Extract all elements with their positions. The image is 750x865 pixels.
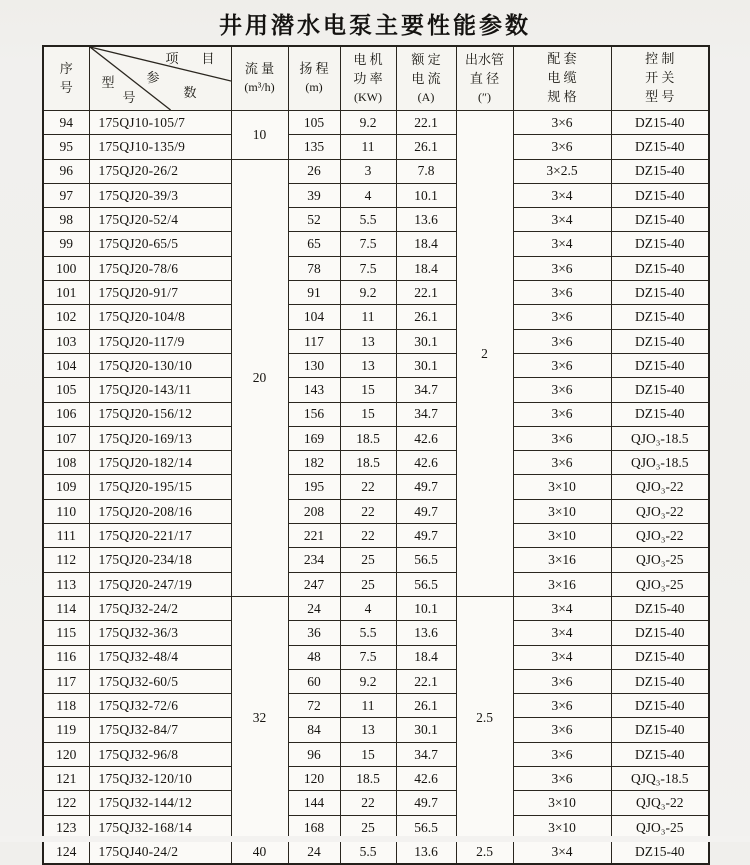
cell-model-number: 175QJ20-169/13	[89, 426, 231, 450]
cell-switch-model: DZ15-40	[611, 159, 709, 183]
cell-head: 168	[288, 815, 340, 839]
cell-serial-number: 113	[43, 572, 89, 596]
cell-switch-model: QJO₃-22	[611, 524, 709, 548]
cell-model-number: 175QJ20-78/6	[89, 256, 231, 280]
cell-rated-current: 42.6	[396, 451, 456, 475]
cell-cable-spec: 3×6	[513, 767, 611, 791]
table-row	[43, 572, 709, 596]
cell-serial-number: 117	[43, 669, 89, 693]
cell-switch-model: DZ15-40	[611, 111, 709, 135]
cell-switch-model: DZ15-40	[611, 596, 709, 620]
cell-rated-current: 34.7	[396, 402, 456, 426]
cell-rated-current: 18.4	[396, 256, 456, 280]
table-row	[43, 621, 709, 645]
cell-serial-number: 105	[43, 378, 89, 402]
cell-motor-power: 13	[340, 353, 396, 377]
current-header-unit: (A)	[417, 89, 435, 104]
cell-motor-power: 9.2	[340, 111, 396, 135]
cell-motor-power: 7.5	[340, 645, 396, 669]
cell-outlet-diameter: 2.5	[456, 596, 513, 839]
table-body	[43, 111, 709, 865]
diag-label-param-1: 参	[146, 70, 160, 85]
cell-switch-model: QJO₃-22	[611, 475, 709, 499]
cell-serial-number: 116	[43, 645, 89, 669]
cell-head: 91	[288, 281, 340, 305]
cell-cable-spec: 3×10	[513, 815, 611, 839]
cell-serial-number: 98	[43, 208, 89, 232]
cell-rated-current: 56.5	[396, 572, 456, 596]
cell-cable-spec: 3×6	[513, 718, 611, 742]
cell-model-number: 175QJ20-117/9	[89, 329, 231, 353]
cell-model-number: 175QJ20-221/17	[89, 524, 231, 548]
cell-model-number: 175QJ20-156/12	[89, 402, 231, 426]
table-row	[43, 402, 709, 426]
cell-model-number: 175QJ20-208/16	[89, 499, 231, 523]
cell-head: 130	[288, 353, 340, 377]
cell-switch-model: DZ15-40	[611, 839, 709, 864]
cell-model-number: 175QJ20-234/18	[89, 548, 231, 572]
cell-rated-current: 56.5	[396, 815, 456, 839]
cell-outlet-diameter: 2.5	[456, 839, 513, 864]
cable-header-line1: 配 套	[547, 51, 577, 67]
table-row	[43, 718, 709, 742]
cell-flow-rate: 40	[231, 839, 288, 864]
cell-serial-number: 95	[43, 135, 89, 159]
cell-rated-current: 42.6	[396, 767, 456, 791]
current-header-line2: 电 流	[411, 70, 441, 86]
cell-rated-current: 26.1	[396, 694, 456, 718]
cell-switch-model: DZ15-40	[611, 329, 709, 353]
cell-rated-current: 30.1	[396, 718, 456, 742]
power-header-line2: 功 率	[353, 70, 383, 86]
cell-model-number: 175QJ32-84/7	[89, 718, 231, 742]
col-header-flow	[231, 46, 288, 111]
cell-switch-model: QJQ₃-22	[611, 791, 709, 815]
table-row	[43, 791, 709, 815]
cell-rated-current: 7.8	[396, 159, 456, 183]
cell-cable-spec: 3×2.5	[513, 159, 611, 183]
serial-header-line1: 序	[59, 60, 73, 76]
table-row	[43, 426, 709, 450]
cell-model-number: 175QJ32-48/4	[89, 645, 231, 669]
cell-head: 208	[288, 499, 340, 523]
cell-cable-spec: 3×4	[513, 645, 611, 669]
cell-motor-power: 25	[340, 815, 396, 839]
cell-model-number: 175QJ32-36/3	[89, 621, 231, 645]
cell-motor-power: 22	[340, 499, 396, 523]
cell-switch-model: DZ15-40	[611, 281, 709, 305]
cell-switch-model: DZ15-40	[611, 402, 709, 426]
cell-cable-spec: 3×10	[513, 475, 611, 499]
cell-serial-number: 103	[43, 329, 89, 353]
cell-switch-model: DZ15-40	[611, 378, 709, 402]
switch-header-line1: 控 制	[645, 51, 675, 67]
cell-rated-current: 18.4	[396, 232, 456, 256]
cell-rated-current: 13.6	[396, 621, 456, 645]
cell-serial-number: 122	[43, 791, 89, 815]
cell-cable-spec: 3×16	[513, 572, 611, 596]
table-row	[43, 256, 709, 280]
cell-switch-model: DZ15-40	[611, 742, 709, 766]
cell-switch-model: QJO₃-18.5	[611, 451, 709, 475]
cell-model-number: 175QJ10-105/7	[89, 111, 231, 135]
cell-motor-power: 13	[340, 718, 396, 742]
cell-motor-power: 5.5	[340, 839, 396, 864]
cell-cable-spec: 3×6	[513, 742, 611, 766]
cell-motor-power: 15	[340, 378, 396, 402]
cell-switch-model: DZ15-40	[611, 135, 709, 159]
cell-cable-spec: 3×6	[513, 694, 611, 718]
cell-switch-model: DZ15-40	[611, 256, 709, 280]
cell-serial-number: 112	[43, 548, 89, 572]
cell-motor-power: 22	[340, 524, 396, 548]
cell-rated-current: 56.5	[396, 548, 456, 572]
col-header-cable	[513, 46, 611, 111]
outlet-header-line1: 出水管	[464, 51, 504, 67]
outlet-header-line2: 直 径	[469, 70, 500, 86]
cell-model-number: 175QJ20-182/14	[89, 451, 231, 475]
cell-head: 169	[288, 426, 340, 450]
table-row	[43, 499, 709, 523]
cell-serial-number: 101	[43, 281, 89, 305]
cell-cable-spec: 3×4	[513, 621, 611, 645]
cell-head: 36	[288, 621, 340, 645]
cell-motor-power: 4	[340, 183, 396, 207]
cell-rated-current: 49.7	[396, 524, 456, 548]
switch-header-line3: 型 号	[645, 88, 675, 104]
cell-cable-spec: 3×4	[513, 839, 611, 864]
cell-motor-power: 25	[340, 548, 396, 572]
cell-model-number: 175QJ40-24/2	[89, 839, 231, 864]
cell-switch-model: QJO₃-22	[611, 499, 709, 523]
cell-cable-spec: 3×6	[513, 281, 611, 305]
power-header-line1: 电 机	[353, 51, 383, 67]
cell-head: 24	[288, 839, 340, 864]
table-row	[43, 232, 709, 256]
cell-serial-number: 119	[43, 718, 89, 742]
cell-outlet-diameter: 2	[456, 111, 513, 597]
cell-switch-model: DZ15-40	[611, 305, 709, 329]
cell-head: 72	[288, 694, 340, 718]
cell-serial-number: 121	[43, 767, 89, 791]
cell-serial-number: 106	[43, 402, 89, 426]
cell-head: 143	[288, 378, 340, 402]
table-row	[43, 451, 709, 475]
cell-head: 247	[288, 572, 340, 596]
cell-model-number: 175QJ20-195/15	[89, 475, 231, 499]
cell-switch-model: QJO₃-18.5	[611, 426, 709, 450]
table-row	[43, 596, 709, 620]
diag-label-project-2: 目	[201, 51, 215, 66]
cell-head: 105	[288, 111, 340, 135]
table-row	[43, 208, 709, 232]
flow-header-unit: (m³/h)	[244, 80, 275, 95]
cell-head: 39	[288, 183, 340, 207]
cell-model-number: 175QJ32-96/8	[89, 742, 231, 766]
cell-serial-number: 114	[43, 596, 89, 620]
cell-switch-model: DZ15-40	[611, 621, 709, 645]
cell-rated-current: 26.1	[396, 305, 456, 329]
diag-label-model-2: 号	[122, 90, 136, 105]
col-header-model-diagonal	[89, 46, 231, 111]
cell-model-number: 175QJ20-247/19	[89, 572, 231, 596]
table-row	[43, 645, 709, 669]
cell-cable-spec: 3×4	[513, 596, 611, 620]
cell-model-number: 175QJ32-72/6	[89, 694, 231, 718]
cell-cable-spec: 3×4	[513, 232, 611, 256]
col-header-power	[340, 46, 396, 111]
cell-serial-number: 104	[43, 353, 89, 377]
cell-rated-current: 34.7	[396, 742, 456, 766]
cell-rated-current: 30.1	[396, 329, 456, 353]
cell-head: 144	[288, 791, 340, 815]
cell-motor-power: 11	[340, 135, 396, 159]
cell-cable-spec: 3×6	[513, 256, 611, 280]
col-header-head	[288, 46, 340, 111]
cell-head: 48	[288, 645, 340, 669]
table-row	[43, 183, 709, 207]
table-row	[43, 353, 709, 377]
cell-switch-model: DZ15-40	[611, 718, 709, 742]
cell-model-number: 175QJ20-39/3	[89, 183, 231, 207]
cell-motor-power: 5.5	[340, 208, 396, 232]
cell-cable-spec: 3×10	[513, 524, 611, 548]
cell-motor-power: 18.5	[340, 767, 396, 791]
cell-motor-power: 22	[340, 791, 396, 815]
cell-rated-current: 49.7	[396, 791, 456, 815]
table-header	[43, 46, 709, 111]
cell-motor-power: 9.2	[340, 281, 396, 305]
cell-head: 120	[288, 767, 340, 791]
cell-cable-spec: 3×6	[513, 451, 611, 475]
cell-serial-number: 115	[43, 621, 89, 645]
table-row	[43, 135, 709, 159]
cell-cable-spec: 3×6	[513, 378, 611, 402]
col-header-switch	[611, 46, 709, 111]
cell-serial-number: 96	[43, 159, 89, 183]
cell-motor-power: 4	[340, 596, 396, 620]
cell-switch-model: QJO₃-25	[611, 548, 709, 572]
cell-switch-model: DZ15-40	[611, 694, 709, 718]
diag-label-project-1: 项	[165, 51, 179, 66]
cell-model-number: 175QJ20-65/5	[89, 232, 231, 256]
cell-head: 234	[288, 548, 340, 572]
cell-cable-spec: 3×6	[513, 135, 611, 159]
table-row	[43, 839, 709, 864]
cell-motor-power: 25	[340, 572, 396, 596]
table-row	[43, 329, 709, 353]
cell-head: 182	[288, 451, 340, 475]
table-row	[43, 378, 709, 402]
table-row	[43, 669, 709, 693]
cell-head: 195	[288, 475, 340, 499]
cell-serial-number: 124	[43, 839, 89, 864]
cell-head: 156	[288, 402, 340, 426]
cell-head: 52	[288, 208, 340, 232]
cell-serial-number: 109	[43, 475, 89, 499]
cell-rated-current: 22.1	[396, 669, 456, 693]
cell-switch-model: DZ15-40	[611, 669, 709, 693]
cell-head: 78	[288, 256, 340, 280]
page-bottom-margin	[0, 836, 750, 842]
cell-cable-spec: 3×6	[513, 353, 611, 377]
table-row	[43, 548, 709, 572]
serial-header-line2: 号	[59, 79, 73, 95]
cell-switch-model: DZ15-40	[611, 353, 709, 377]
cell-switch-model: DZ15-40	[611, 183, 709, 207]
cell-rated-current: 30.1	[396, 353, 456, 377]
cell-model-number: 175QJ32-144/12	[89, 791, 231, 815]
cell-cable-spec: 3×16	[513, 548, 611, 572]
cell-head: 60	[288, 669, 340, 693]
cell-switch-model: DZ15-40	[611, 645, 709, 669]
cell-motor-power: 13	[340, 329, 396, 353]
cell-serial-number: 99	[43, 232, 89, 256]
cell-flow-rate: 10	[231, 111, 288, 160]
cell-rated-current: 10.1	[396, 183, 456, 207]
cell-motor-power: 11	[340, 305, 396, 329]
cell-head: 26	[288, 159, 340, 183]
cell-switch-model: DZ15-40	[611, 232, 709, 256]
table-row	[43, 111, 709, 135]
cell-model-number: 175QJ10-135/9	[89, 135, 231, 159]
table-row	[43, 305, 709, 329]
cell-switch-model: QJO₃-25	[611, 572, 709, 596]
cell-cable-spec: 3×10	[513, 499, 611, 523]
table-row	[43, 281, 709, 305]
cell-model-number: 175QJ20-143/11	[89, 378, 231, 402]
cell-head: 135	[288, 135, 340, 159]
flow-header-line1: 流 量	[244, 61, 275, 77]
current-header-line1: 额 定	[411, 51, 441, 67]
cell-rated-current: 18.4	[396, 645, 456, 669]
cell-serial-number: 110	[43, 499, 89, 523]
cell-switch-model: QJQ₃-18.5	[611, 767, 709, 791]
cell-motor-power: 15	[340, 402, 396, 426]
cable-header-line2: 电 缆	[547, 70, 577, 86]
cable-header-line3: 规 格	[547, 88, 577, 104]
cell-serial-number: 123	[43, 815, 89, 839]
cell-rated-current: 49.7	[396, 499, 456, 523]
cell-cable-spec: 3×6	[513, 669, 611, 693]
table-row	[43, 767, 709, 791]
cell-model-number: 175QJ20-52/4	[89, 208, 231, 232]
cell-serial-number: 108	[43, 451, 89, 475]
cell-motor-power: 18.5	[340, 426, 396, 450]
col-header-current	[396, 46, 456, 111]
cell-motor-power: 9.2	[340, 669, 396, 693]
diag-label-param-2: 数	[183, 85, 197, 100]
cell-head: 96	[288, 742, 340, 766]
cell-rated-current: 49.7	[396, 475, 456, 499]
cell-rated-current: 26.1	[396, 135, 456, 159]
cell-cable-spec: 3×6	[513, 305, 611, 329]
cell-serial-number: 120	[43, 742, 89, 766]
cell-rated-current: 10.1	[396, 596, 456, 620]
cell-rated-current: 34.7	[396, 378, 456, 402]
cell-rated-current: 13.6	[396, 839, 456, 864]
cell-head: 104	[288, 305, 340, 329]
cell-serial-number: 100	[43, 256, 89, 280]
cell-serial-number: 111	[43, 524, 89, 548]
outlet-header-unit: (″)	[478, 89, 491, 104]
cell-cable-spec: 3×6	[513, 402, 611, 426]
cell-serial-number: 107	[43, 426, 89, 450]
cell-motor-power: 11	[340, 694, 396, 718]
cell-model-number: 175QJ20-130/10	[89, 353, 231, 377]
table-row	[43, 524, 709, 548]
switch-header-line2: 开 关	[645, 70, 675, 86]
cell-head: 221	[288, 524, 340, 548]
cell-cable-spec: 3×4	[513, 183, 611, 207]
pump-parameters-table	[42, 45, 710, 865]
cell-motor-power: 5.5	[340, 621, 396, 645]
cell-motor-power: 22	[340, 475, 396, 499]
cell-rated-current: 42.6	[396, 426, 456, 450]
table-row	[43, 694, 709, 718]
cell-rated-current: 22.1	[396, 111, 456, 135]
cell-motor-power: 7.5	[340, 256, 396, 280]
cell-flow-rate: 32	[231, 596, 288, 839]
cell-serial-number: 97	[43, 183, 89, 207]
cell-head: 84	[288, 718, 340, 742]
cell-serial-number: 102	[43, 305, 89, 329]
cell-model-number: 175QJ32-120/10	[89, 767, 231, 791]
cell-model-number: 175QJ20-104/8	[89, 305, 231, 329]
cell-cable-spec: 3×4	[513, 208, 611, 232]
cell-motor-power: 18.5	[340, 451, 396, 475]
cell-cable-spec: 3×6	[513, 111, 611, 135]
cell-motor-power: 3	[340, 159, 396, 183]
col-header-serial	[43, 46, 89, 111]
cell-cable-spec: 3×6	[513, 426, 611, 450]
cell-flow-rate: 20	[231, 159, 288, 596]
cell-switch-model: DZ15-40	[611, 208, 709, 232]
cell-model-number: 175QJ32-24/2	[89, 596, 231, 620]
cell-rated-current: 22.1	[396, 281, 456, 305]
head-header-line1: 扬 程	[299, 61, 329, 77]
cell-cable-spec: 3×6	[513, 329, 611, 353]
cell-serial-number: 118	[43, 694, 89, 718]
col-header-outlet	[456, 46, 513, 111]
cell-model-number: 175QJ32-168/14	[89, 815, 231, 839]
cell-rated-current: 13.6	[396, 208, 456, 232]
cell-motor-power: 7.5	[340, 232, 396, 256]
table-row	[43, 742, 709, 766]
cell-cable-spec: 3×10	[513, 791, 611, 815]
cell-motor-power: 15	[340, 742, 396, 766]
head-header-unit: (m)	[305, 80, 323, 95]
cell-model-number: 175QJ20-91/7	[89, 281, 231, 305]
table-row	[43, 475, 709, 499]
page-title: 井用潜水电泵主要性能参数	[219, 12, 531, 38]
table-row	[43, 159, 709, 183]
cell-model-number: 175QJ20-26/2	[89, 159, 231, 183]
diag-label-model-1: 型	[101, 75, 115, 90]
cell-head: 117	[288, 329, 340, 353]
cell-serial-number: 94	[43, 111, 89, 135]
cell-switch-model: QJO₃-25	[611, 815, 709, 839]
cell-model-number: 175QJ32-60/5	[89, 669, 231, 693]
power-header-unit: (KW)	[354, 89, 382, 104]
cell-head: 24	[288, 596, 340, 620]
cell-head: 65	[288, 232, 340, 256]
